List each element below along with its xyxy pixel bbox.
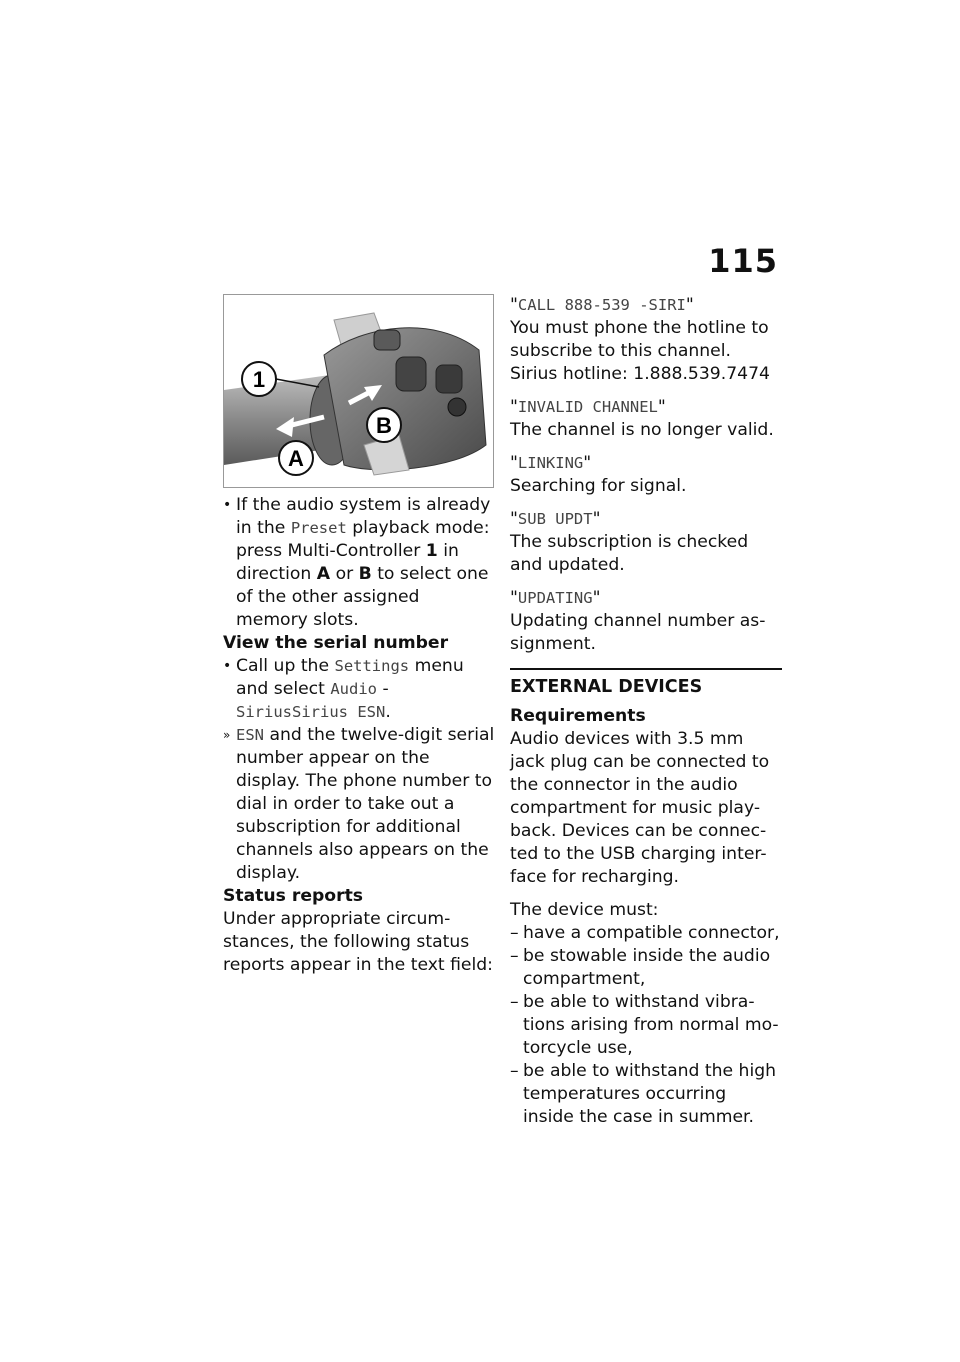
page-number: 115 (708, 242, 778, 280)
bullet-marker: • (223, 658, 232, 674)
report-call: "CALL 888-539 -SIRI" You must phone the hotline to subscribe to this channel. Sirius hotline: 1.888.539.7474 (510, 295, 770, 384)
must-intro: The device must: (510, 900, 659, 920)
section-rule (510, 668, 782, 670)
handlebar-controller-figure (223, 294, 494, 488)
report-linking: "LINKING" Searching for signal. (510, 453, 687, 496)
list-item: – be stowable inside the audio compartment, (510, 946, 771, 989)
list-item: – be able to withstand the high temperatures occurring inside the case in summer. (510, 1061, 777, 1127)
section-title: EXTERNAL DEVICES (510, 677, 703, 697)
requirements-text: Audio devices with 3.5 mm jack plug can be connected to the connector in the audio compartment for music play-back. Devices can be connec-ted to the USB charging inter-face for recharging. (510, 729, 770, 887)
bullet-settings: • Call up the Settings menu and select Audio - SiriusSirius ESN. (223, 656, 464, 722)
result-marker: » (223, 728, 231, 742)
heading-requirements: Requirements (510, 706, 646, 726)
heading-status: Status reports (223, 886, 364, 906)
result-esn: » ESN and the twelve-digit serial number appear on the display. The phone number to dial in order to take out a subscription for additional channels also appears on the display. (223, 725, 495, 883)
bullet-marker: • (223, 497, 232, 513)
right-column (510, 294, 782, 1129)
report-updating: "UPDATING" Updating channel number as-signment. (510, 588, 766, 654)
report-sub-updt: "SUB UPDT" The subscription is checked and updated. (510, 509, 749, 575)
handlebar-illustration (224, 295, 493, 487)
list-item: – have a compatible connector, (510, 923, 780, 943)
callout-b: B (376, 413, 392, 438)
status-intro: Under appropriate circum-stances, the following status reports appear in the text field: (223, 909, 493, 975)
list-item: – be able to withstand vibra-tions arising from normal mo-torcycle use, (510, 992, 779, 1058)
left-column (223, 294, 495, 977)
report-invalid: "INVALID CHANNEL" The channel is no longer valid. (510, 397, 774, 440)
callout-1: 1 (252, 367, 266, 392)
heading-serial: View the serial number (223, 633, 449, 653)
callout-a: A (288, 446, 304, 471)
bullet-preset: • If the audio system is already in the Preset playback mode: press Multi-Controller 1 in direction A or B to select one of the other assigned memory slots. (223, 495, 491, 630)
